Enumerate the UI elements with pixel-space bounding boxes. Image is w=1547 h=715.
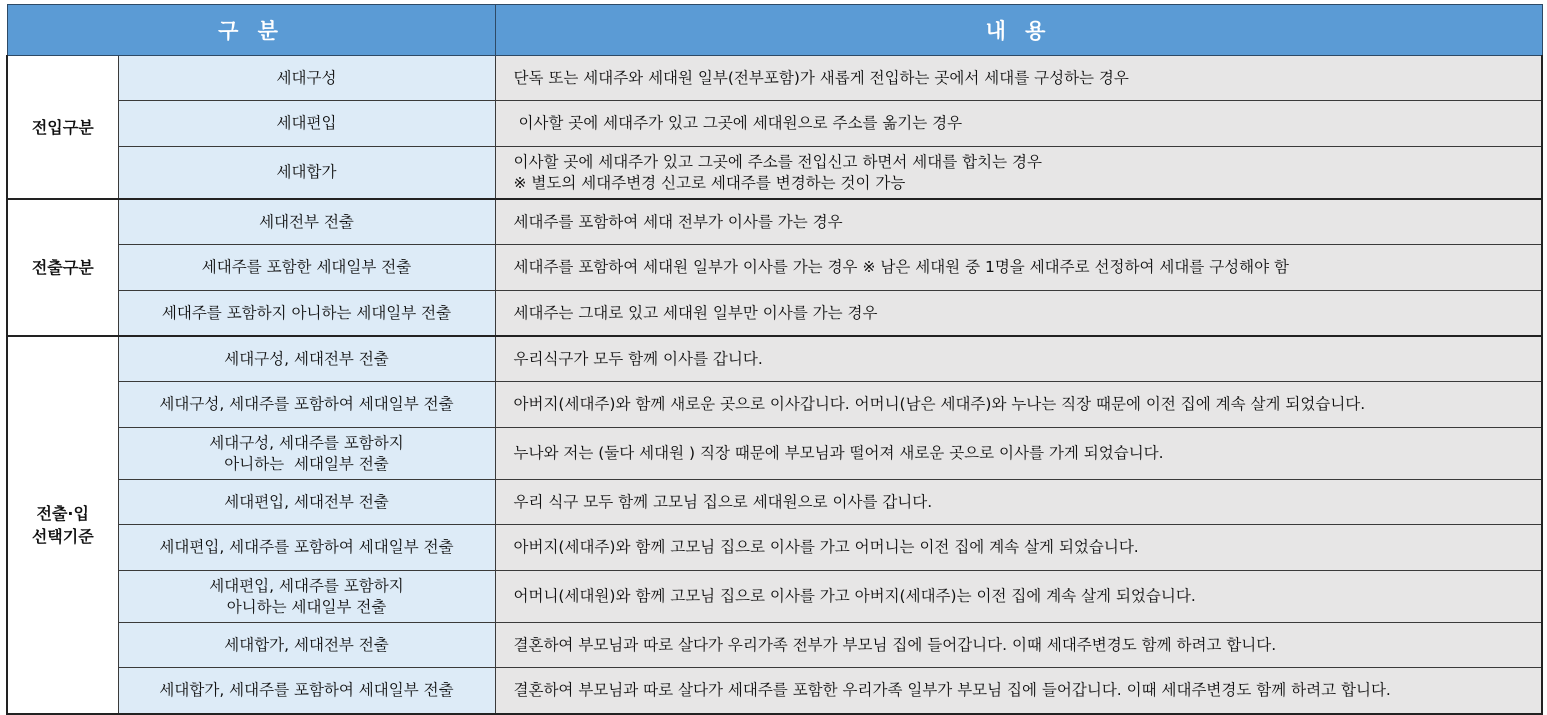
group-label-move-in: 전입구분 <box>7 56 118 200</box>
row-category: 세대전부 전출 <box>118 199 495 245</box>
row-category: 세대편입, 세대전부 전출 <box>118 480 495 525</box>
row-category: 세대구성 <box>118 56 495 101</box>
table-row <box>7 571 1542 623</box>
row-description: 우리 식구 모두 함께 고모님 집으로 세대원으로 이사를 갑니다. <box>495 480 1542 525</box>
row-category: 세대구성, 세대전부 전출 <box>118 336 495 382</box>
header-row <box>7 5 1542 56</box>
group-label-move-out: 전출구분 <box>7 199 118 336</box>
row-description: 이사할 곳에 세대주가 있고 그곳에 주소를 전입신고 하면서 세대를 합치는 경우 ※ 별도의 세대주변경 신고로 세대주를 변경하는 것이 가능 <box>495 147 1542 200</box>
row-category: 세대편입, 세대주를 포함하지 아니하는 세대일부 전출 <box>118 571 495 623</box>
row-description: 아버지(세대주)와 함께 새로운 곳으로 이사갑니다. 어머니(남은 세대주)와 누나는 직장 때문에 이전 집에 계속 살게 되었습니다. <box>495 382 1542 428</box>
header-content: 내 용 <box>495 5 1542 56</box>
table-row <box>7 56 1542 101</box>
row-category: 세대구성, 세대주를 포함하여 세대일부 전출 <box>118 382 495 428</box>
table-row <box>7 245 1542 291</box>
row-description: 세대주를 포함하여 세대원 일부가 이사를 가는 경우 ※ 남은 세대원 중 1명을 세대주로 선정하여 세대를 구성해야 함 <box>495 245 1542 291</box>
table-row <box>7 199 1542 245</box>
row-description: 아버지(세대주)와 함께 고모님 집으로 이사를 가고 어머니는 이전 집에 계속 살게 되었습니다. <box>495 525 1542 571</box>
row-category: 세대합가 <box>118 147 495 200</box>
household-move-table <box>6 4 1543 715</box>
row-description: 세대주는 그대로 있고 세대원 일부만 이사를 가는 경우 <box>495 291 1542 337</box>
row-description: 단독 또는 세대주와 세대원 일부(전부포함)가 새롭게 전입하는 곳에서 세대를 구성하는 경우 <box>495 56 1542 101</box>
row-category: 세대합가, 세대전부 전출 <box>118 623 495 668</box>
row-category: 세대편입, 세대주를 포함하여 세대일부 전출 <box>118 525 495 571</box>
table-container <box>6 4 1543 715</box>
table-row <box>7 101 1542 147</box>
row-description: 누나와 저는 (둘다 세대원 ) 직장 때문에 부모님과 떨어져 새로운 곳으로 이사를 가게 되었습니다. <box>495 428 1542 480</box>
row-description: 이사할 곳에 세대주가 있고 그곳에 세대원으로 주소를 옮기는 경우 <box>495 101 1542 147</box>
row-category: 세대주를 포함한 세대일부 전출 <box>118 245 495 291</box>
table-row <box>7 428 1542 480</box>
row-description: 결혼하여 부모님과 따로 살다가 우리가족 전부가 부모님 집에 들어갑니다. 이때 세대주변경도 함께 하려고 합니다. <box>495 623 1542 668</box>
table-row <box>7 291 1542 337</box>
table-row <box>7 623 1542 668</box>
row-category: 세대주를 포함하지 아니하는 세대일부 전출 <box>118 291 495 337</box>
row-description: 어머니(세대원)와 함께 고모님 집으로 이사를 가고 아버지(세대주)는 이전 집에 계속 살게 되었습니다. <box>495 571 1542 623</box>
table-row <box>7 668 1542 715</box>
table-row <box>7 382 1542 428</box>
row-description: 우리식구가 모두 함께 이사를 갑니다. <box>495 336 1542 382</box>
table-row <box>7 147 1542 200</box>
row-description: 결혼하여 부모님과 따로 살다가 세대주를 포함한 우리가족 일부가 부모님 집에 들어갑니다. 이때 세대주변경도 함께 하려고 합니다. <box>495 668 1542 715</box>
group-label-selection-criteria: 전출·입 선택기준 <box>7 336 118 714</box>
table-row <box>7 336 1542 382</box>
table-row <box>7 525 1542 571</box>
row-description: 세대주를 포함하여 세대 전부가 이사를 가는 경우 <box>495 199 1542 245</box>
row-category: 세대합가, 세대주를 포함하여 세대일부 전출 <box>118 668 495 715</box>
header-category: 구 분 <box>7 5 495 56</box>
table-row <box>7 480 1542 525</box>
row-category: 세대구성, 세대주를 포함하지 아니하는 세대일부 전출 <box>118 428 495 480</box>
row-category: 세대편입 <box>118 101 495 147</box>
